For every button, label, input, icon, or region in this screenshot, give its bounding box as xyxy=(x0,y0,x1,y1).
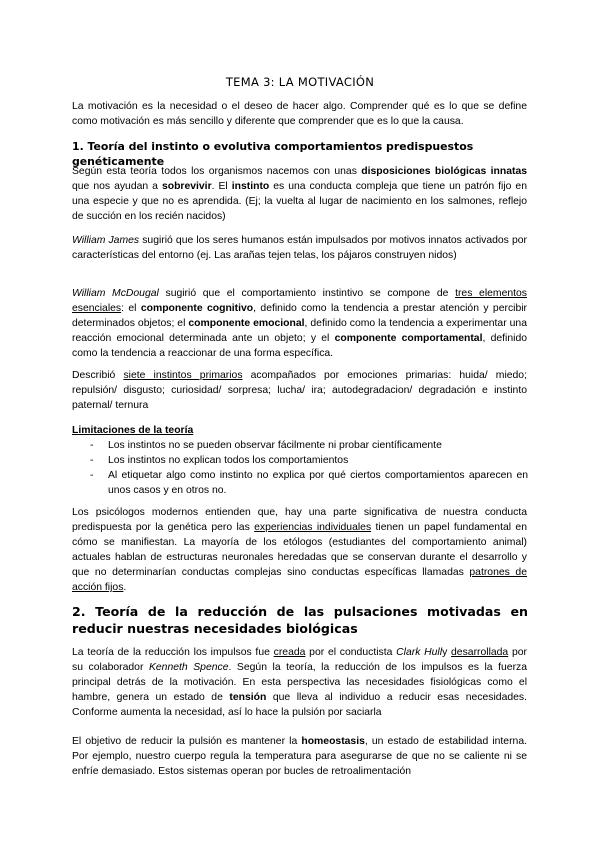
text-run: por su colaborador xyxy=(72,647,527,673)
bold-term: componente comportamental xyxy=(334,333,483,344)
limitations-title: Limitaciones de la teoría xyxy=(72,425,194,436)
section1-paragraph-instinct xyxy=(72,164,527,224)
underlined-term: desarrollada xyxy=(451,647,509,658)
text-run: tienen un papel fundamental en cómo se manifiestan. La mayoría de los etólogos (estudiantes del comportamiento animal) actuales hablan de estructuras neuronales heredadas que se conservan durante el desarrollo y que no determinarían conductas complejas sino conductas específicas llamadas xyxy=(72,522,527,578)
author-name: William McDougal xyxy=(72,288,159,299)
bold-term: sobrevivir xyxy=(161,181,212,192)
text-run: . xyxy=(123,582,127,593)
text-run: Describió xyxy=(72,370,124,381)
section1-heading: 1. Teoría del instinto o evolutiva comportamientos predispuestos genéticamente xyxy=(72,140,474,168)
text-run: por el conductista xyxy=(305,647,397,658)
underlined-term: tres elementos esenciales xyxy=(72,288,527,314)
bold-term: componente cognitivo xyxy=(140,303,254,314)
list-item xyxy=(72,438,528,453)
text-run: sugirió que el comportamiento instintivo se compone de xyxy=(158,288,456,299)
author-name: Kenneth Spence xyxy=(148,662,229,673)
text-run: La teoría de la reducción los impulsos fue xyxy=(72,647,274,658)
author-name: William James xyxy=(72,235,140,246)
text-run: acompañados por emociones primarias: huida/ miedo; repulsión/ disgusto; curiosidad/ sorpresa; lucha/ ira; autodegradacion/ degradación e instinto paternal/ ternura xyxy=(72,370,527,411)
underlined-term: siete instintos primarios xyxy=(123,370,243,381)
list-item-text: Los instintos no explican todos los comportamientos xyxy=(108,455,349,466)
text-run: . El xyxy=(211,181,232,192)
underlined-term: experiencias individuales xyxy=(254,522,372,533)
section1-paragraph-primary-instincts xyxy=(72,368,527,413)
bullet-dash: - xyxy=(90,455,94,466)
bullet-dash: - xyxy=(90,440,94,451)
text-run: sugirió que los seres humanos están impulsados por motivos innatos activados por características del entorno (ej. Las arañas tejen telas, los pájaros construyen nidos) xyxy=(72,235,527,261)
bold-term: disposiciones biológicas innatas xyxy=(361,166,527,177)
text-run: . Según la teoría, la reducción de los impulsos es la fuerza principal detrás de la motivación. En esta perspectiva las necesidades fisiológicas como el hambre, genera un estado de xyxy=(72,662,528,703)
underlined-term: creada xyxy=(273,647,306,658)
page-title: TEMA 3: LA MOTIVACIÓN xyxy=(225,75,375,89)
bold-term: componente emocional xyxy=(188,318,305,329)
list-item-text: Al etiquetar algo como instinto no explica por qué ciertos comportamientos aparecen en unos casos y en otros no. xyxy=(108,470,528,496)
text-run: es una conducta compleja que tiene un patrón fijo en una especie y que no es aprendida. (Ej; la vuelta al lugar de nacimiento en los salmones, reflejo de succión en los recién nacidos) xyxy=(72,181,527,222)
text-run: Según esta teoría todos los organismos nacemos con unas xyxy=(72,166,362,177)
author-name: Clark Hull xyxy=(396,647,443,658)
bold-term: instinto xyxy=(231,181,270,192)
bold-term: homeostasis xyxy=(301,736,365,747)
bold-term: tensión xyxy=(229,692,267,703)
bullet-dash: - xyxy=(90,470,94,481)
section2-paragraph-homeostasis xyxy=(72,734,527,779)
section1-paragraph-modern xyxy=(72,505,527,595)
text-run: , definido como la tendencia a prestar atención y percibir determinados objetos; el xyxy=(72,303,527,329)
text-run: que lleva al individuo a reducir esas necesidades. Conforme aumenta la necesidad, así lo hace la pulsión por saciarla xyxy=(72,692,527,718)
text-run: El objetivo de reducir la pulsión es mantener la xyxy=(72,736,302,747)
section2-heading: 2. Teoría de la reducción de las pulsaciones motivadas en reducir nuestras necesidades biológicas xyxy=(72,604,528,636)
list-item xyxy=(72,453,528,468)
section2-paragraph-hull xyxy=(72,645,527,720)
text-run: : el xyxy=(121,303,141,314)
text-run: , definido como la tendencia a experimentar una reacción emocional determinada ante un objeto; y el xyxy=(72,318,527,344)
list-item-text: Los instintos no se pueden observar fácilmente ni probar científicamente xyxy=(108,440,442,451)
list-item xyxy=(72,468,528,498)
section1-paragraph-james xyxy=(72,233,527,263)
text-run: Los psicólogos modernos entienden que, hay una parte significativa de nuestra conducta predispuesta por la genética pero las xyxy=(72,507,527,533)
text-run: , definido como la tendencia a reaccionar de una forma específica. xyxy=(72,333,527,359)
section1-paragraph-mcdougal xyxy=(72,286,527,361)
intro-paragraph: La motivación es la necesidad o el deseo de hacer algo. Comprender qué es lo que se define como motivación es más sencillo y diferente que comprender que es lo que la causa. xyxy=(72,101,527,127)
text-run: que nos ayudan a xyxy=(72,181,162,192)
limitations-list xyxy=(72,438,528,498)
text-run: y xyxy=(442,647,452,658)
text-run: , un estado de estabilidad interna. Por ejemplo, nuestro cuerpo regula la temperatura para asegurarse de que no se caliente ni se enfríe demasiado. Estos sistemas operan por bucles de retroalimentación xyxy=(72,736,527,777)
underlined-term: patrones de acción fijos xyxy=(72,567,527,593)
